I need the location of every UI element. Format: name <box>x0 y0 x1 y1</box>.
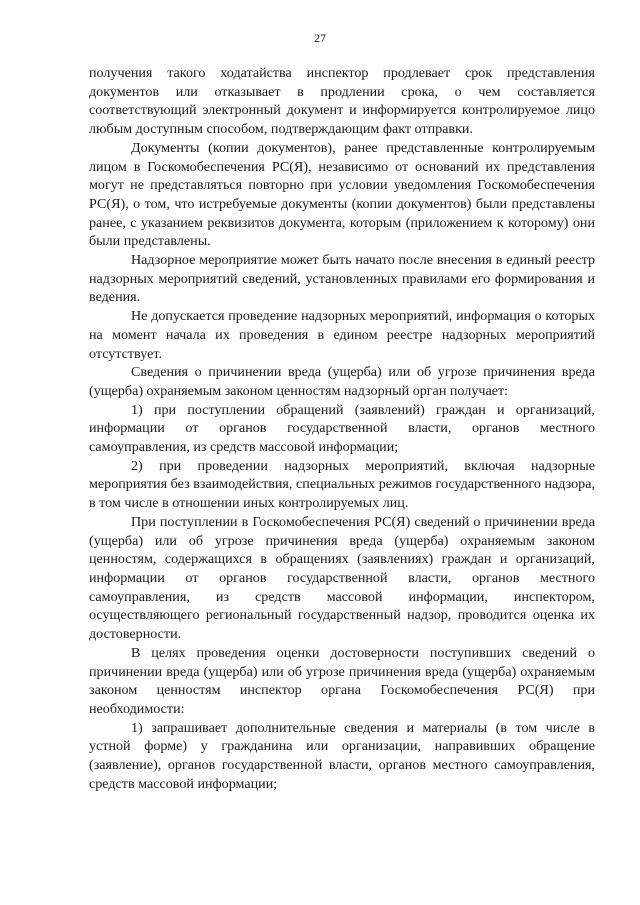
paragraph: Не допускается проведение надзорных мероприятий, информация о которых на момент начала их проведения в едином реестре надзорных мероприятий отсутствует. <box>89 308 595 362</box>
document-body <box>89 64 595 793</box>
paragraph-continuation: получения такого ходатайства инспектор продлевает срок представления документов или отказывает в продлении срока, о чем составляется соответствующий электронный документ и информируется контролируемое лицо любым доступным способом, подтверждающим факт отправки. <box>89 65 595 138</box>
paragraph: В целях проведения оценки достоверности поступивших сведений о причинении вреда (ущерба) или об угрозе причинения вреда (ущерба) охраняемым законом ценностям инспектор органа Госкомобеспечения РС(Я) при необходимости: <box>89 644 595 717</box>
list-item: 2) при проведении надзорных мероприятий, включая надзорные мероприятия без взаимодействия, специальных режимов государственного надзора, в том числе в отношении иных контролируемых лиц. <box>89 457 595 512</box>
list-item: 1) при поступлении обращений (заявлений) граждан и организаций, информации от органов государственной власти, органов местного самоуправления, из средств массовой информации; <box>89 401 595 456</box>
paragraph: Документы (копии документов), ранее представленные контролируемым лицом в Госкомобеспечения РС(Я), независимо от оснований их представления могут не представляться повторно при условии уведомления Госкомобеспечения РС(Я), о том, что истребуемые документы (копии документов) были представлены ранее, с указанием реквизитов документа, которым (приложением к которому) они были представлены. <box>89 139 595 250</box>
page-number: 27 <box>314 31 326 45</box>
paragraph: Надзорное мероприятие может быть начато после внесения в единый реестр надзорных мероприятий сведений, установленных правилами его формирования и ведения. <box>89 252 595 306</box>
paragraph: При поступлении в Госкомобеспечения РС(Я) сведений о причинении вреда (ущерба) или об угрозе причинения вреда (ущерба) охраняемым законом ценностям, содержащихся в обращениях (заявлениях) граждан и организаций, информации от органов государственной власти, органов местного самоуправления, из средств массовой информации, инспектором, осуществляющего региональный государственный надзор, проводится оценка их достоверности. <box>89 513 595 643</box>
paragraph: Сведения о причинении вреда (ущерба) или об угрозе причинения вреда (ущерба) охраняемым законом ценностям надзорный орган получает: <box>89 364 595 399</box>
list-item: 1) запрашивает дополнительные сведения и материалы (в том числе в устной форме) у гражданина или организации, направивших обращение (заявление), органов государственной власти, органов местного самоуправления, средств массовой информации; <box>89 719 595 792</box>
